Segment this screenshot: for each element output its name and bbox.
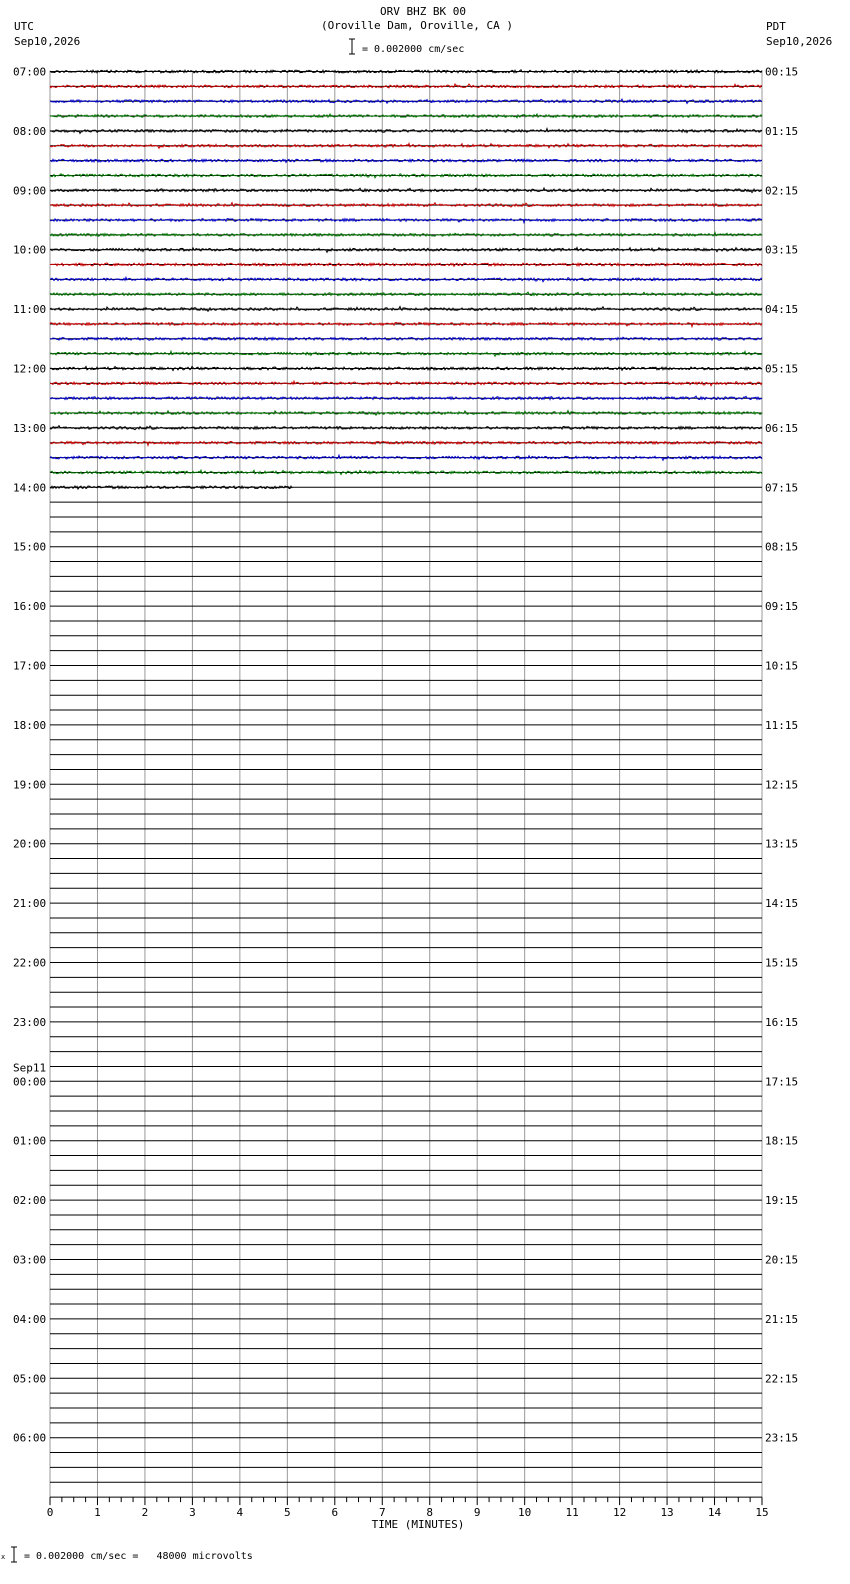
seismic-trace <box>50 232 762 236</box>
station-title: ORV BHZ BK 00 <box>379 5 467 18</box>
pdt-hour-label: 16:15 <box>765 1015 799 1029</box>
pdt-hour-label: 06:15 <box>765 421 799 435</box>
utc-hour-label: 02:00 <box>13 1194 47 1208</box>
seismic-trace <box>50 263 762 266</box>
x-tick-label: 7 <box>378 1506 386 1520</box>
pdt-hour-label: 01:15 <box>765 124 799 138</box>
pdt-hour-label: 02:15 <box>765 184 799 198</box>
pdt-hour-label: 13:15 <box>765 837 799 851</box>
svg-text:x: x <box>1 1553 6 1561</box>
seismic-trace <box>50 174 762 178</box>
x-tick-label: 13 <box>660 1506 674 1520</box>
x-tick-label: 10 <box>518 1506 532 1520</box>
utc-hour-label: 07:00 <box>13 65 47 79</box>
x-tick-label: 5 <box>284 1506 291 1520</box>
pdt-hour-label: 03:15 <box>765 243 799 257</box>
left-date: Sep10,2026 <box>14 35 81 48</box>
utc-hour-label: 20:00 <box>13 837 47 851</box>
footer-scale-icon <box>0 1546 22 1564</box>
utc-hour-label: 00:00 <box>13 1075 47 1089</box>
seismic-trace <box>50 470 762 474</box>
utc-hour-label: 06:00 <box>13 1431 47 1445</box>
x-axis-label: TIME (MINUTES) <box>371 1518 465 1532</box>
pdt-hour-label: 20:15 <box>765 1253 799 1267</box>
pdt-hour-label: 21:15 <box>765 1312 799 1326</box>
utc-hour-label: 13:00 <box>13 421 47 435</box>
x-tick-label: 3 <box>189 1506 196 1520</box>
right-date: Sep10,2026 <box>766 35 833 48</box>
x-tick-label: 14 <box>707 1506 722 1520</box>
utc-hour-label: 14:00 <box>13 481 47 495</box>
utc-hour-label: 22:00 <box>13 956 47 970</box>
utc-hour-label: 15:00 <box>13 540 47 554</box>
utc-hour-label: 10:00 <box>13 243 47 257</box>
utc-hour-label: 09:00 <box>13 184 47 198</box>
pdt-hour-label: 11:15 <box>765 718 799 732</box>
x-tick-label: 8 <box>426 1506 434 1520</box>
x-tick-label: 1 <box>94 1506 101 1520</box>
station-location: (Oroville Dam, Oroville, CA ) <box>320 19 514 32</box>
pdt-hour-label: 09:15 <box>765 600 799 614</box>
seismic-trace <box>50 219 762 223</box>
utc-hour-label: 16:00 <box>13 600 47 614</box>
utc-hour-label: 03:00 <box>13 1253 47 1267</box>
utc-hour-label: 05:00 <box>13 1372 47 1386</box>
utc-hour-label: 11:00 <box>13 303 47 317</box>
pdt-hour-label: 14:15 <box>765 897 799 911</box>
scale-text: = 0.002000 cm/sec <box>362 44 465 55</box>
pdt-hour-label: 05:15 <box>765 362 799 376</box>
footer-scale-note: = 0.002000 cm/sec = 48000 microvolts <box>24 1551 253 1562</box>
pdt-hour-label: 17:15 <box>765 1075 799 1089</box>
x-tick-label: 11 <box>565 1506 579 1520</box>
utc-hour-label: 19:00 <box>13 778 47 792</box>
left-timezone: UTC <box>14 20 34 33</box>
x-tick-label: 9 <box>473 1506 481 1520</box>
x-tick-label: 4 <box>236 1506 244 1520</box>
right-timezone: PDT <box>766 20 786 33</box>
seismic-trace <box>50 322 762 326</box>
pdt-hour-label: 18:15 <box>765 1134 799 1148</box>
x-tick-label: 12 <box>612 1506 627 1520</box>
pdt-hour-label: 08:15 <box>765 540 799 554</box>
x-tick-label: 2 <box>141 1506 149 1520</box>
seismic-trace <box>50 442 762 446</box>
seismic-trace <box>50 70 762 73</box>
x-tick-label: 15 <box>755 1506 769 1520</box>
x-tick-label: 0 <box>46 1506 54 1520</box>
seismic-trace <box>50 455 762 460</box>
utc-hour-label: 17:00 <box>13 659 47 673</box>
pdt-hour-label: 15:15 <box>765 956 799 970</box>
utc-hour-label: 01:00 <box>13 1134 47 1148</box>
utc-hour-label: 23:00 <box>13 1015 47 1029</box>
utc-hour-label: 08:00 <box>13 124 47 138</box>
utc-hour-label: 21:00 <box>13 897 47 911</box>
pdt-hour-label: 22:15 <box>765 1372 799 1386</box>
x-tick-label: 6 <box>331 1506 339 1520</box>
pdt-hour-label: 04:15 <box>765 303 799 317</box>
seismic-trace <box>50 337 762 340</box>
utc-hour-label: 18:00 <box>13 718 47 732</box>
pdt-hour-label: 23:15 <box>765 1431 799 1445</box>
utc-hour-label: 04:00 <box>13 1312 47 1326</box>
pdt-hour-label: 19:15 <box>765 1194 799 1208</box>
utc-hour-label: 12:00 <box>13 362 47 376</box>
pdt-hour-label: 00:15 <box>765 65 799 79</box>
day-change-label: Sep11 <box>13 1061 47 1075</box>
pdt-hour-label: 10:15 <box>765 659 799 673</box>
pdt-hour-label: 12:15 <box>765 778 799 792</box>
pdt-hour-label: 07:15 <box>765 481 799 495</box>
